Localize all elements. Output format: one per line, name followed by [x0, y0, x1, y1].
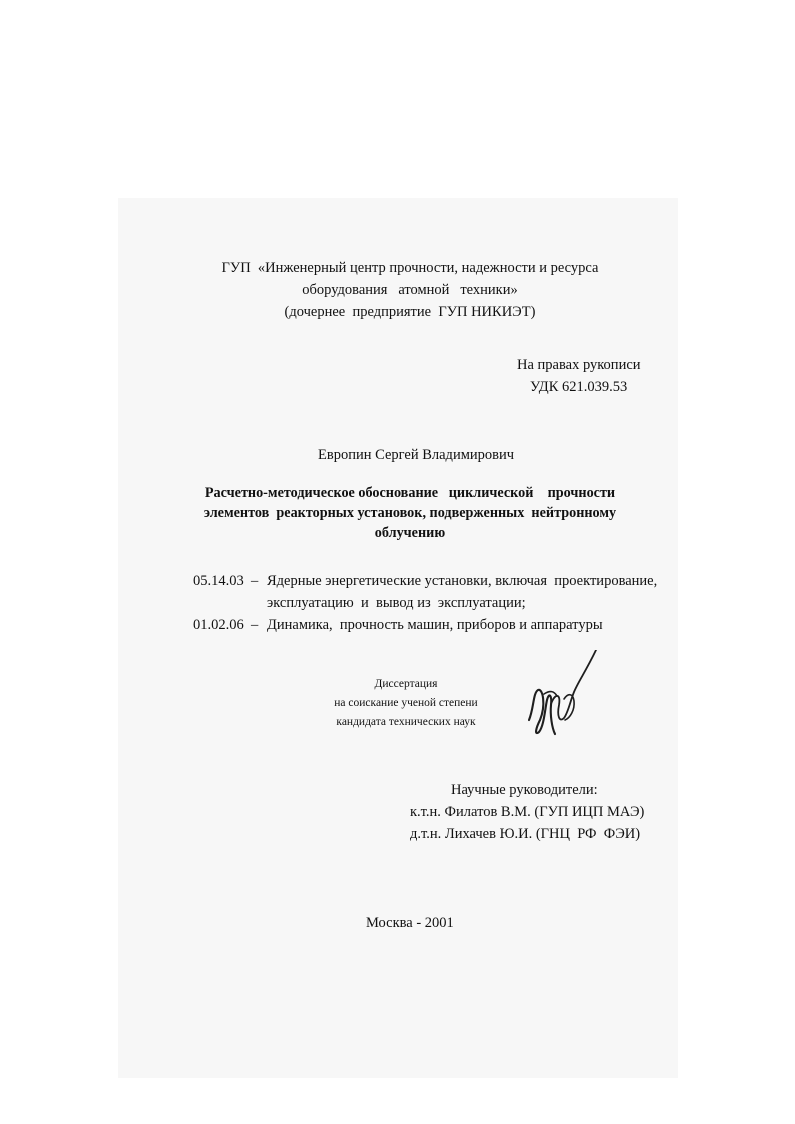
dissertation-title-line-3: облучению: [374, 525, 446, 541]
handwritten-signature: [516, 650, 608, 746]
specialty-text-1: Ядерные энергетические установки, включая проектирование,: [267, 573, 658, 589]
specialty-code-1: 05.14.03 –: [193, 573, 259, 589]
organization-line-2: оборудования атомной техники»: [302, 282, 518, 298]
manuscript-rights: На правах рукописи: [517, 357, 641, 373]
specialty-code-2: 01.02.06 –: [193, 617, 259, 633]
udc-code: УДК 621.039.53: [530, 379, 628, 395]
scanned-page-area: [118, 198, 678, 1078]
specialty-text-2: Динамика, прочность машин, приборов и аппаратуры: [267, 617, 603, 633]
organization-line-1: ГУП «Инженерный центр прочности, надежности и ресурса: [221, 260, 599, 276]
degree-purpose: на соискание ученой степени: [334, 697, 478, 709]
degree-name: кандидата технических наук: [336, 716, 476, 728]
dissertation-title-line-1: Расчетно-методическое обоснование циклической прочности: [204, 485, 616, 501]
organization-line-3: (дочернее предприятие ГУП НИКИЭТ): [284, 304, 536, 320]
dissertation-label: Диссертация: [374, 678, 438, 690]
scientific-advisor-1: к.т.н. Филатов В.М. (ГУП ИЦП МАЭ): [410, 804, 645, 820]
scientific-advisor-2: д.т.н. Лихачев Ю.И. (ГНЦ РФ ФЭИ): [410, 826, 641, 842]
scientific-advisors-heading: Научные руководители:: [451, 782, 598, 798]
specialty-text-1-continued: эксплуатацию и вывод из эксплуатации;: [267, 595, 526, 611]
place-and-year: Москва - 2001: [366, 915, 454, 931]
author-name: Европин Сергей Владимирович: [318, 447, 515, 463]
dissertation-title-line-2: элементов реакторных установок, подверженных нейтронному: [203, 505, 617, 521]
